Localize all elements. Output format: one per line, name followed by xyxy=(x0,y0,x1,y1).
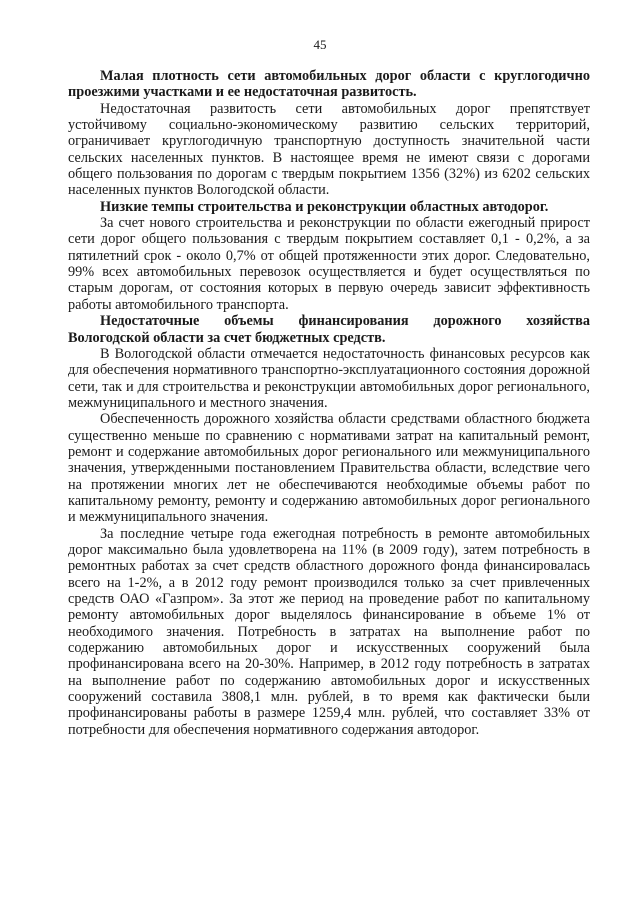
section-heading: Низкие темпы строительства и реконструкции областных автодорог. xyxy=(100,198,549,215)
paragraph: За счет нового строительства и реконструкции по области ежегодный прирост сети дорог общего пользования с твердым покрытием составляет 0,1 - 0,2%, а за пятилетний срок - около 0,7% от общей протяженности этих дорог. Следовательно, 99% всех автомобильных перевозок осуществляется и будет осуществляться по старым дорогам, от состояния которых в первую очередь зависит эффективность работы автомобильного транспорта. xyxy=(68,215,590,313)
section-heading: Малая плотность сети автомобильных дорог области с круглогодично проезжими участками и ее недостаточная развитость. xyxy=(68,68,590,101)
document-body xyxy=(68,68,590,738)
paragraph: За последние четыре года ежегодная потребность в ремонте автомобильных дорог максимально была удовлетворена на 11% (в 2009 году), затем потребность в ремонтных работах за счет средств областного дорожного фонда финансировалась всего на 1-2%, а в 2012 году ремонт производился только за счет привлеченных средств ОАО «Газпром». За этот же период на проведение работ по капитальному ремонту автомобильных дорог выделялось финансирование в объеме 1% от необходимого значения. Потребность в затратах на выполнение работ по содержанию автомобильных дорог и искусственных сооружений была профинансирована всего на 20-30%. Например, в 2012 году потребность в затратах на выполнение работ по содержанию автомобильных дорог и искусственных сооружений составила 3808,1 млн. рублей, в то время как фактически были профинансированы работы в размере 1259,4 млн. рублей, что составляет 33% от потребности для обеспечения нормативного содержания автодорог. xyxy=(68,525,590,738)
section-heading: Недостаточные объемы финансирования дорожного хозяйства Вологодской области за счет бюджетных средств. xyxy=(68,313,590,346)
page-number: 45 xyxy=(313,37,327,52)
paragraph: В Вологодской области отмечается недостаточность финансовых ресурсов как для обеспечения нормативного транспортно-эксплуатационного состояния дорожной сети, так и для строительства и реконструкции автомобильных дорог регионального, межмуниципального и местного значения. xyxy=(68,345,590,411)
paragraph: Недостаточная развитость сети автомобильных дорог препятствует устойчивому социально-экономическому развитию сельских территорий, ограничивает круглогодичную транспортную доступность значительной части сельских населенных пунктов. В настоящее время не имеют связи с дорогами общего пользования по дорогам с твердым покрытием 1356 (32%) из 6202 сельских населенных пунктов Вологодской области. xyxy=(68,100,590,199)
paragraph: Обеспеченность дорожного хозяйства области средствами областного бюджета существенно меньше по сравнению с нормативами затрат на капитальный ремонт, ремонт и содержание автомобильных дорог регионального или межмуниципального значения, утвержденными постановлением Правительства области, вследствие чего на протяжении многих лет не обеспечиваются необходимые объемы работ по капитальному ремонту, ремонту и содержанию автомобильных дорог регионального и межмуниципального значения. xyxy=(68,411,590,526)
